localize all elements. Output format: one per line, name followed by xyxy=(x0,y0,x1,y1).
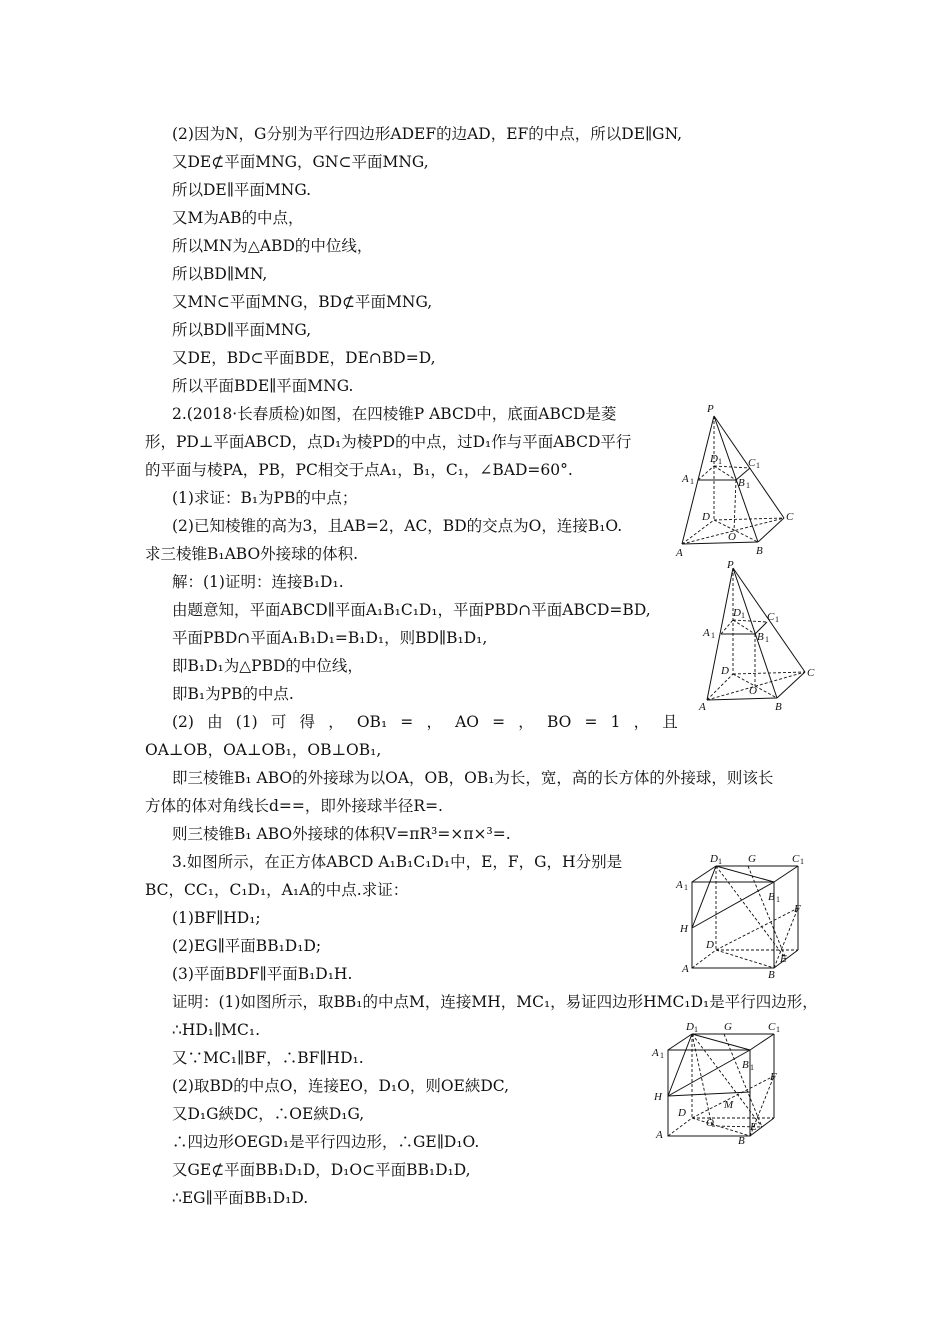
solution-line: 即B₁D₁为△PBD的中位线， xyxy=(172,657,363,675)
label-B1: B xyxy=(757,631,764,643)
text-line: 所以DE∥平面MNG. xyxy=(172,181,312,199)
label-A1: A xyxy=(703,627,710,639)
label-D1: D xyxy=(710,853,718,865)
svg-text:1: 1 xyxy=(746,481,750,490)
label-B: B xyxy=(775,701,782,713)
svg-text:1: 1 xyxy=(750,1063,754,1072)
pyramid-figure-1 xyxy=(670,400,810,560)
proof-line: 又∵MC₁∥BF，∴BF∥HD₁. xyxy=(172,1049,364,1067)
text-line: 又DE，BD⊂平面BDE，DE∩BD=D, xyxy=(172,349,436,367)
label-C1: C xyxy=(792,853,800,865)
label-A1: A xyxy=(676,879,683,891)
label-F: F xyxy=(770,1071,777,1083)
solution-line: 即三棱锥B₁ ABO的外接球为以OA，OB，OB₁为长，宽，高的长方体的外接球，则该长 xyxy=(172,769,774,787)
text-line: (2)因为N，G分别为平行四边形ADEF的边AD，EF的中点，所以DE∥GN, xyxy=(172,125,683,143)
proof-line: 又D₁G綊DC，∴OE綊D₁G, xyxy=(172,1105,365,1123)
problem-2-stem-line: 的平面与棱PA，PB，PC相交于点A₁，B₁，C₁，∠BAD=60°. xyxy=(145,461,573,479)
label-B1: B xyxy=(768,891,775,903)
svg-text:1: 1 xyxy=(775,615,779,624)
svg-text:1: 1 xyxy=(741,611,745,620)
problem-2-stem-line: (1)求证：B₁为PB的中点； xyxy=(172,489,358,507)
label-E: E xyxy=(750,1121,757,1133)
svg-text:1: 1 xyxy=(765,635,769,644)
svg-text:1: 1 xyxy=(718,857,722,866)
label-F: F xyxy=(794,903,801,915)
text-line: 又MN⊂平面MNG，BD⊄平面MNG, xyxy=(172,293,433,311)
solution-line: 方体的体对角线长d==，即外接球半径R=. xyxy=(145,797,443,815)
label-D: D xyxy=(706,939,714,951)
problem-3-stem-line: BC，CC₁，C₁D₁，A₁A的中点.求证： xyxy=(145,881,409,899)
label-D: D xyxy=(678,1107,686,1119)
svg-text:1: 1 xyxy=(660,1051,664,1060)
svg-text:1: 1 xyxy=(756,461,760,470)
label-P: P xyxy=(727,559,734,571)
problem-2-stem-line: 形，PD⊥平面ABCD，点D₁为棱PD的中点，过D₁作与平面ABCD平行 xyxy=(145,433,632,451)
svg-text:1: 1 xyxy=(776,895,780,904)
solution-line: 解：(1)证明：连接B₁D₁. xyxy=(172,573,344,591)
label-O: O xyxy=(749,685,757,697)
problem-3-stem-line: 3.如图所示，在正方体ABCD A₁B₁C₁D₁中，E，F，G，H分别是 xyxy=(172,853,623,871)
proof-line: ∴四边形OEGD₁是平行四边形，∴GE∥D₁O. xyxy=(172,1133,480,1151)
label-B1: B xyxy=(738,477,745,489)
label-M: M xyxy=(724,1099,734,1111)
label-G: G xyxy=(724,1021,732,1033)
pyramid-figure-2 xyxy=(695,560,825,715)
text-line: 所以BD∥平面MNG, xyxy=(172,321,312,339)
problem-3-stem-line: (2)EG∥平面BB₁D₁D; xyxy=(172,937,322,955)
label-A1: A xyxy=(652,1047,659,1059)
solution-justified-line: (2) 由 (1) 可 得 ， OB₁ = ， AO = ， BO = 1 ， 且 xyxy=(172,713,678,731)
problem-3-stem-line: (3)平面BDF∥平面B₁D₁H. xyxy=(172,965,353,983)
label-A1: A xyxy=(682,473,689,485)
proof-line: ∴HD₁∥MC₁. xyxy=(172,1021,261,1039)
solution-line: 由题意知，平面ABCD∥平面A₁B₁C₁D₁，平面PBD∩平面ABCD=BD, xyxy=(172,601,651,619)
label-A: A xyxy=(676,547,683,559)
label-D1: D xyxy=(710,453,718,465)
proof-line: 证明：(1)如图所示，取BB₁的中点M，连接MH，MC₁，易证四边形HMC₁D₁是平行四边形， xyxy=(172,993,818,1011)
proof-line: (2)取BD的中点O，连接EO，D₁O，则OE綊DC, xyxy=(172,1077,510,1095)
label-B: B xyxy=(756,545,763,557)
label-A: A xyxy=(656,1129,663,1141)
label-H: H xyxy=(680,923,688,935)
problem-2-stem-line: 求三棱锥B₁ABO外接球的体积. xyxy=(145,545,359,563)
svg-text:1: 1 xyxy=(711,631,715,640)
proof-line: ∴EG∥平面BB₁D₁D. xyxy=(172,1189,309,1207)
svg-text:1: 1 xyxy=(800,857,804,866)
label-D1: D xyxy=(733,607,741,619)
svg-text:1: 1 xyxy=(718,457,722,466)
label-D: D xyxy=(721,665,729,677)
cube-figure-2 xyxy=(648,1020,788,1150)
problem-2-stem-line: (2)已知棱锥的高为3，且AB=2，AC，BD的交点为O，连接B₁O. xyxy=(172,517,623,535)
solution-line: 则三棱锥B₁ ABO外接球的体积V=πR³=×π×³=. xyxy=(172,825,511,843)
label-C1: C xyxy=(767,611,775,623)
label-B: B xyxy=(738,1135,745,1147)
text-line: 所以MN为△ABD的中位线， xyxy=(172,237,373,255)
text-line: 所以平面BDE∥平面MNG. xyxy=(172,377,354,395)
label-D: D xyxy=(702,511,710,523)
svg-text:1: 1 xyxy=(684,883,688,892)
label-A: A xyxy=(699,701,706,713)
text-line: 又M为AB的中点， xyxy=(172,209,304,227)
solution-line: 即B₁为PB的中点. xyxy=(172,685,294,703)
label-B: B xyxy=(768,969,775,981)
label-H: H xyxy=(654,1091,662,1103)
svg-text:1: 1 xyxy=(690,477,694,486)
problem-3-stem-line: (1)BF∥HD₁; xyxy=(172,909,261,927)
label-A: A xyxy=(682,963,689,975)
svg-text:1: 1 xyxy=(776,1025,780,1034)
label-C: C xyxy=(786,511,794,523)
label-P: P xyxy=(707,403,714,415)
label-C: C xyxy=(807,667,815,679)
label-C1: C xyxy=(768,1021,776,1033)
label-C1: C xyxy=(748,457,756,469)
label-G: G xyxy=(748,853,756,865)
proof-line: 又GE⊄平面BB₁D₁D，D₁O⊂平面BB₁D₁D, xyxy=(172,1161,471,1179)
label-O: O xyxy=(706,1117,714,1129)
label-E: E xyxy=(780,953,787,965)
cube-figure-1 xyxy=(672,852,812,982)
problem-2-stem-line: 2.(2018·长春质检)如图，在四棱锥P ABCD中，底面ABCD是菱 xyxy=(172,405,617,423)
solution-line: 平面PBD∩平面A₁B₁D₁=B₁D₁，则BD∥B₁D₁, xyxy=(172,629,488,647)
text-line: 所以BD∥MN, xyxy=(172,265,268,283)
label-O: O xyxy=(728,531,736,543)
label-D1: D xyxy=(686,1021,694,1033)
text-line: 又DE⊄平面MNG，GN⊂平面MNG, xyxy=(172,153,429,171)
label-B1: B xyxy=(742,1059,749,1071)
solution-line: OA⊥OB，OA⊥OB₁，OB⊥OB₁, xyxy=(145,741,382,759)
svg-text:1: 1 xyxy=(694,1025,698,1034)
